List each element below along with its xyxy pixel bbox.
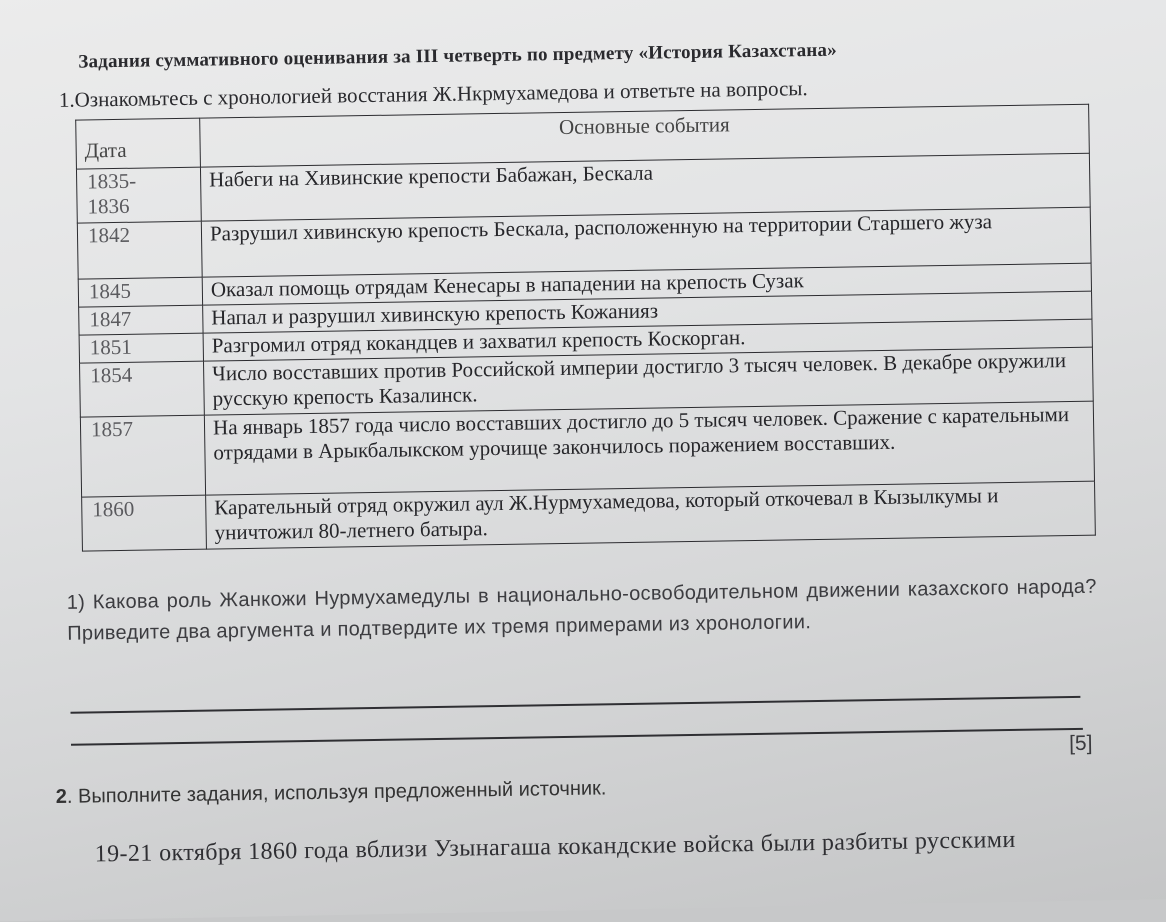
row-date: 1854 <box>80 361 205 417</box>
row-event: На январь 1857 года число восставших достигло до 5 тысяч человек. Сражение с карательными отрядами в Арыкбалыкском урочище закончилось поражением восставших. <box>204 401 1094 495</box>
row-date: 1851 <box>79 333 203 363</box>
row-date: 1857 <box>80 415 205 497</box>
row-date: 1860 <box>82 495 207 551</box>
row-event: Карательный отряд окружил аул Ж.Нурмухамедова, который откочевал в Кызылкумы и уничтожил 80-летнего батыра. <box>206 481 1096 549</box>
row-event: Оказал помощь отрядам Кенесары в нападении на крепость Сузак <box>202 263 1091 305</box>
row-date: 1835- 1836 <box>76 167 201 223</box>
row-event: Набеги на Хивинские крепости Бабажан, Бескала <box>200 153 1090 221</box>
task-2-text: . Выполните задания, используя предложенный источник. <box>66 777 607 808</box>
question-1-score: [5] <box>1068 731 1093 756</box>
source-paragraph: 19-21 октября 1860 года вблизи Узынагаша кокандские войска были разбиты русскими <box>94 826 1016 868</box>
task-1-instruction: 1.Ознакомьтесь с хронологией восстания Ж.Нкрмухамедова и ответьте на вопросы. <box>58 76 808 112</box>
row-date: 1842 <box>77 221 202 279</box>
column-header-events: Основные события <box>200 104 1090 167</box>
row-date: 1847 <box>79 305 203 335</box>
question-1-text: 1) Какова роль Жанкожи Нурмухамедулы в национально-освободительном движении казахского народа? Приведите два аргумента и подтвердите их тремя примерами из хронологии. <box>66 575 1097 645</box>
chronology-table <box>75 104 1096 552</box>
row-date: 1845 <box>78 277 202 307</box>
row-event: Разгромил отряд кокандцев и захватил крепость Коскорган. <box>203 319 1092 361</box>
row-event: Напал и разрушил хивинскую крепость Кожанияз <box>203 291 1092 333</box>
task-2-number: 2 <box>55 785 68 809</box>
row-event: Число восставших против Российской империи достигло 3 тысяч человек. В декабре окружили русскую крепость Казалинск. <box>204 347 1094 415</box>
document-title: Задания суммативного оценивания за III четверть по предмету «История Казахстана» <box>78 39 838 73</box>
answer-line[interactable] <box>70 696 1080 713</box>
answer-line[interactable] <box>71 728 1083 745</box>
row-event: Разрушил хивинскую крепость Бескала, расположенную на территории Старшего жуза <box>201 207 1091 277</box>
task-2-instruction <box>56 777 607 809</box>
column-header-date: Дата <box>76 118 201 169</box>
